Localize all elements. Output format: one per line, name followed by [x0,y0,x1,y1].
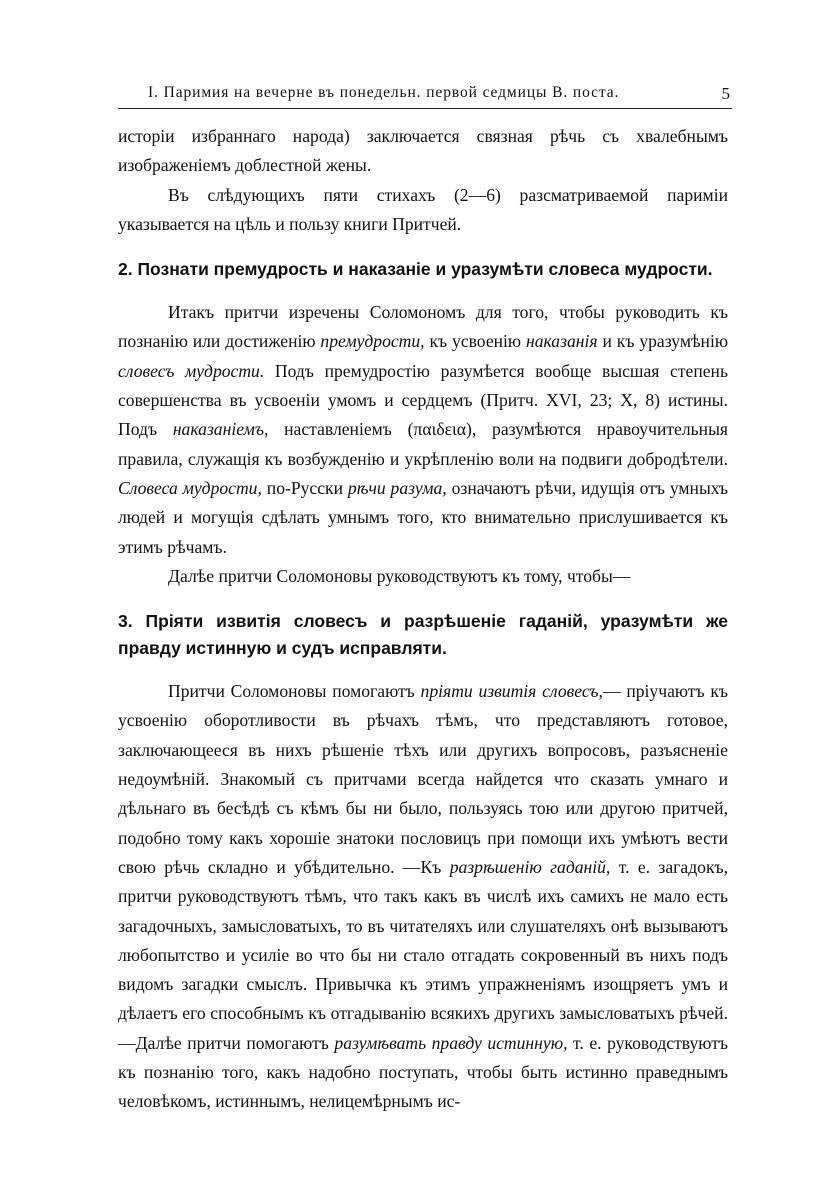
text-run: означаютъ рѣчи, идущія отъ умныхъ людей и могущія сдѣлать умнымъ того, кто внимательно прислушивается къ этимъ рѣчамъ. [118,477,728,557]
paragraph: Далѣе притчи Соломоновы руководствуютъ къ тому, чтобы— [168,565,631,586]
section-heading-2: 2. Познати премудрость и наказаніе и уразумѣти словеса мудрости. [118,259,713,280]
text-run: т. е. руководствуютъ къ познанію того, какъ надобно поступать, чтобы быть истинно праведнымъ человѣкомъ, истиннымъ, нелицемѣрнымъ ис- [118,1032,729,1112]
text-run: наставленіемъ (παιδεια), разумѣются нравоучительныя правила, служащія къ возбужденію и укрѣпленію воли на подвиги добродѣтели. [118,419,728,469]
text-run: Подъ премудростію разумѣется вообще высшая степень совершенства въ усвоеніи умомъ и сердцемъ (Притч. XVI, 23; X, 8) истины. Подъ [118,360,728,440]
italic-run: наказанія [525,331,598,352]
text-run: по-Русски [261,477,348,498]
italic-run: пріяти извитія словесъ, [420,681,603,702]
text-run: т. е. загадокъ, притчи руководствуютъ тѣмъ, что такъ какъ въ числѣ ихъ самихъ не мало есть загадочныхъ, замысловатыхъ, то въ читателяхъ или слушателяхъ онѣ вызываютъ любопытство и усиліе во что бы ни стало отгадать сокровенный въ нихъ подъ видомъ загадки смыслъ. Привычка къ этимъ упражненіямъ изощряетъ умъ и дѣлаетъ его способнымъ къ отгадыванію всякихъ другихъ замысловатыхъ рѣчей. —Далѣе притчи помогаютъ [118,856,728,1053]
page-number: 5 [721,84,730,103]
section-heading-3: 3. Пріяти извитія словесъ и разрѣшеніе гаданій, уразумѣти же правду истинную и судъ исправляти. [118,611,728,659]
italic-run: Словеса мудрости, [118,477,262,498]
text-run: къ усвоенію [424,331,526,352]
paragraph: Въ слѣдующихъ пяти стихахъ (2—6) разсматриваемой паримiи указывается на цѣль и пользу книги Притчей. [118,184,728,234]
italic-run: наказаніемъ, [172,419,269,440]
paragraph [118,298,728,562]
italic-run: премудрости, [320,331,425,352]
italic-run: разрѣшенію гаданій, [449,856,611,877]
running-header [118,84,732,109]
paragraph-continuation: исторіи избраннаго народа) заключается связная рѣчь съ хвалебнымъ изображеніемъ доблестной жены. [118,126,728,176]
running-title: I. Паримия на вечерне въ понедельн. первой седмицы В. поста. [148,84,620,101]
italic-run: словесъ мудрости. [118,360,265,381]
text-run: и къ уразумѣнію [597,331,728,352]
italic-run: разумѣвать правду истинную, [334,1032,568,1053]
text-run: Притчи Соломоновы помогаютъ [168,681,421,702]
page-body [118,122,728,1117]
paragraph [118,677,728,1116]
text-run: Итакъ притчи изречены Соломономъ для того, чтобы руководить къ познанію или достиженію [118,302,728,352]
text-run: — пріучаютъ къ усвоенію оборотливости въ рѣчахъ тѣмъ, что представляютъ готовое, заключающееся въ нихъ рѣшеніе тѣхъ или другихъ вопросовъ, разъясненіе недоумѣній. Знакомый съ притчами всегда найдется что сказать умнаго и дѣльнаго въ бесѣдѣ съ кѣмъ бы ни было, пользуясь тою или другою притчей, подобно тому какъ хорошіе знатоки пословицъ при помощи ихъ умѣютъ вести свою рѣчь складно и убѣдительно. —Къ [118,681,728,877]
italic-run: рѣчи разума, [347,477,447,498]
